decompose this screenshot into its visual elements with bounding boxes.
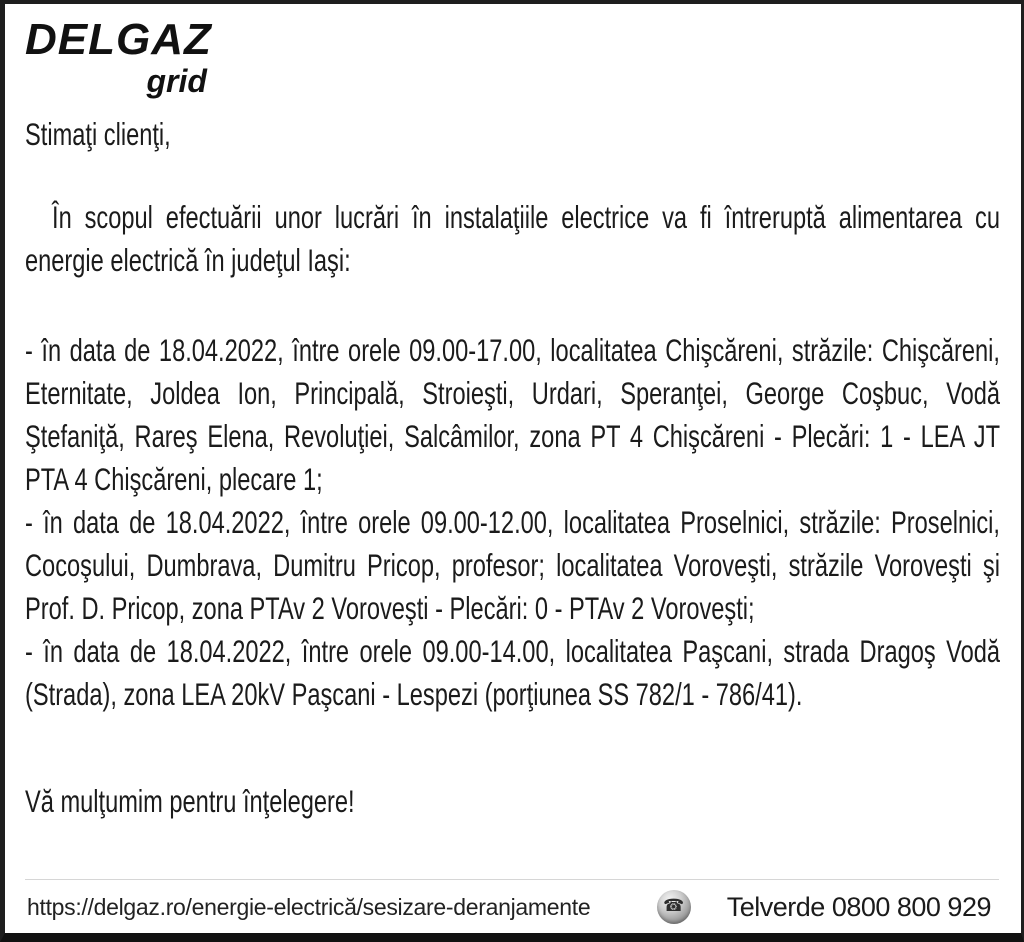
intro-paragraph: În scopul efectuării unor lucrări în instalaţiile electrice va fi întreruptă alimentarea cu energie electrică în judeţul Iaşi: bbox=[25, 199, 1000, 278]
complaints-url-link[interactable]: https://delgaz.ro/energie-electrică/sesizare-deranjamente bbox=[27, 893, 591, 920]
logo-sub-text: grid bbox=[146, 63, 207, 99]
telverde-phone-label: Telverde 0800 800 929 bbox=[726, 891, 991, 922]
outage-item-proselnici: - în data de 18.04.2022, între orele 09.00-12.00, localitatea Proselnici, străzile: Proselnici, Cocoşului, Dumbrava, Dumitru Pricop, profesor; localitatea Voroveşti, străzile Voroveşti şi Prof. D. Pricop, zona PTAv 2 Voroveşti - Plecări: 0 - PTAv 2 Voroveşti; bbox=[25, 504, 1000, 626]
announcement-body bbox=[25, 97, 1000, 823]
phone-icon-glyph: ☎ bbox=[663, 895, 685, 916]
outage-item-pascani: - în data de 18.04.2022, între orele 09.00-14.00, localitatea Paşcani, strada Dragoş Vodă (Strada), zona LEA 20kV Paşcani - Lespezi (porţiunea SS 782/1 - 786/41). bbox=[25, 633, 1000, 712]
logo-brand-text: DELGAZ bbox=[25, 15, 212, 64]
outage-item-chiscareni: - în data de 18.04.2022, între orele 09.00-17.00, localitatea Chişcăreni, străzile: Chişcăreni, Eternitate, Joldea Ion, Principală, Stroieşti, Urdari, Speranţei, George Coşbuc, Vodă Ştefaniţă, Rareş Elena, Revoluţiei, Salcâmilor, zona PT 4 Chişcăreni - Plecări: 1 - LEA JT PTA 4 Chişcăreni, plecare 1; bbox=[25, 332, 1000, 497]
closing-text: Vă mulţumim pentru înţelegere! bbox=[25, 783, 355, 819]
outage-list bbox=[25, 329, 1000, 716]
footer-bar bbox=[25, 879, 999, 933]
delgaz-grid-logo bbox=[25, 15, 212, 99]
phone-icon bbox=[657, 890, 691, 924]
greeting-text: Stimaţi clienţi, bbox=[25, 116, 171, 152]
footer-phone-group bbox=[657, 890, 995, 924]
